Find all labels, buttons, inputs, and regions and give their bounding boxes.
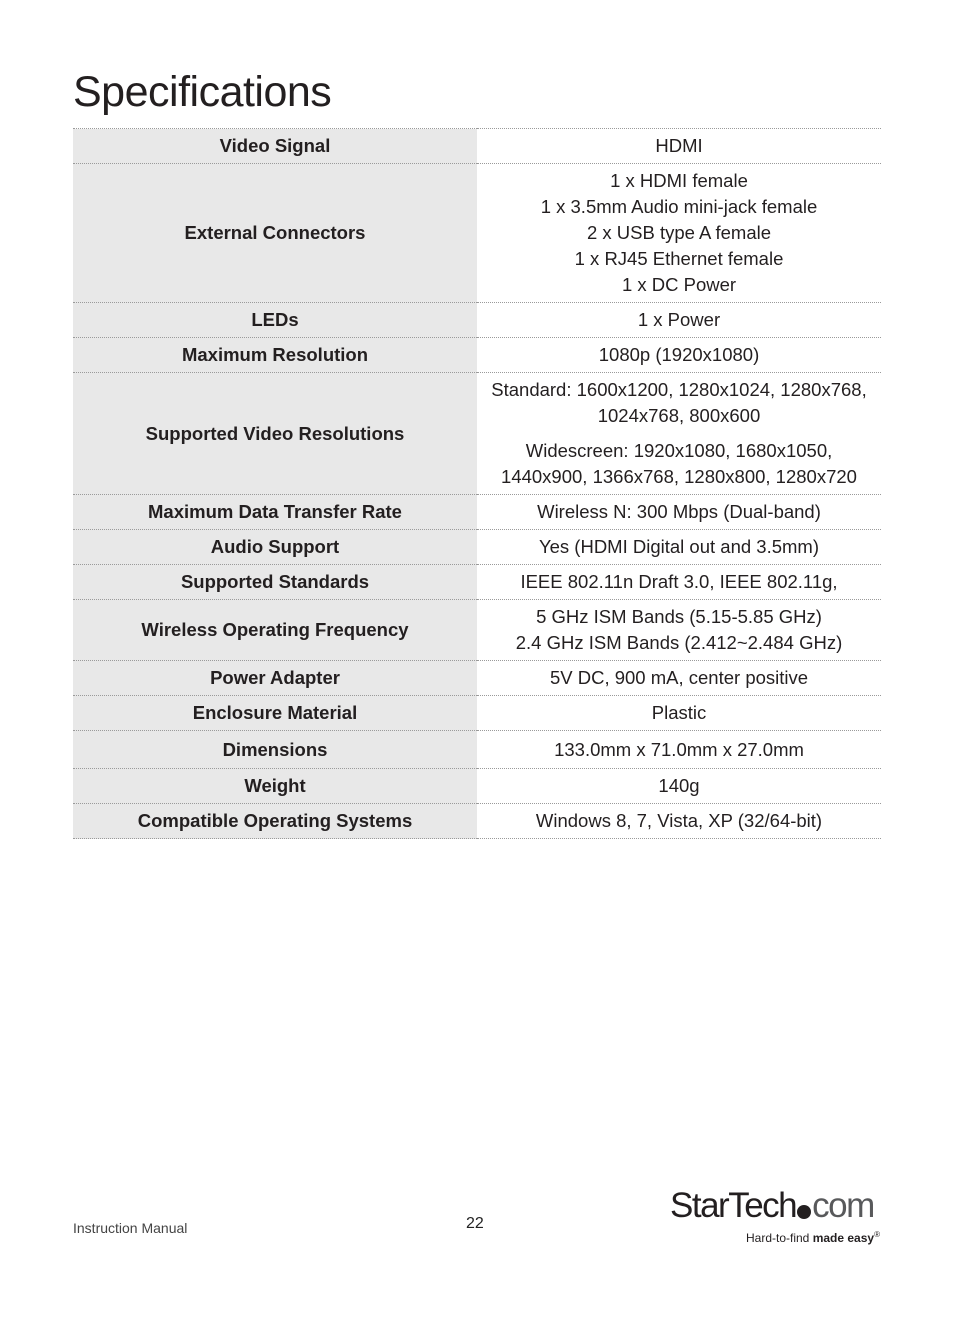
table-row bbox=[73, 338, 881, 373]
spec-label: LEDs bbox=[73, 303, 477, 338]
spec-value-text: Wireless N: 300 Mbps (Dual-band) bbox=[537, 501, 821, 522]
logo-tagline-start: Hard-to-find bbox=[746, 1231, 813, 1245]
spec-label: Enclosure Material bbox=[73, 696, 477, 731]
table-row bbox=[73, 731, 881, 769]
table-row bbox=[73, 804, 881, 839]
spec-value-text: Standard: 1600x1200, 1280x1024, 1280x768, 1024x768, 800x600 bbox=[491, 379, 867, 426]
spec-label: Compatible Operating Systems bbox=[73, 804, 477, 839]
spec-value-text: 1080p (1920x1080) bbox=[598, 344, 760, 365]
spec-value bbox=[477, 164, 881, 303]
spec-value bbox=[477, 769, 881, 804]
table-row bbox=[73, 129, 881, 164]
table-row bbox=[73, 769, 881, 804]
startech-logo bbox=[670, 1186, 882, 1250]
spec-value bbox=[477, 600, 881, 661]
table-row bbox=[73, 495, 881, 530]
logo-domain-text: com bbox=[812, 1186, 874, 1225]
spec-label: Power Adapter bbox=[73, 661, 477, 696]
spec-value-text: 133.0mm x 71.0mm x 27.0mm bbox=[554, 738, 804, 760]
spec-value bbox=[477, 565, 881, 600]
logo-tagline-emphasis: made easy bbox=[812, 1231, 875, 1245]
logo-dot-icon bbox=[797, 1205, 811, 1219]
spec-value-text: 1 x Power bbox=[637, 309, 721, 330]
registered-mark: ® bbox=[874, 1230, 880, 1239]
spec-value-text: 5V DC, 900 mA, center positive bbox=[549, 667, 809, 688]
spec-value-text: Yes (HDMI Digital out and 3.5mm) bbox=[538, 536, 819, 557]
spec-value-text: 5 GHz ISM Bands (5.15-5.85 GHz) 2.4 GHz ISM Bands (2.412~2.484 GHz) bbox=[515, 606, 843, 653]
spec-value bbox=[477, 696, 881, 731]
spec-value bbox=[477, 804, 881, 839]
spec-value bbox=[477, 495, 881, 530]
spec-label: Maximum Resolution bbox=[73, 338, 477, 373]
spec-label: Dimensions bbox=[73, 731, 477, 769]
table-row bbox=[73, 373, 881, 495]
spec-value-text: Windows 8, 7, Vista, XP (32/64-bit) bbox=[535, 810, 823, 831]
spec-label: External Connectors bbox=[73, 164, 477, 303]
spec-label: Maximum Data Transfer Rate bbox=[73, 495, 477, 530]
spec-value bbox=[477, 661, 881, 696]
spec-label: Weight bbox=[73, 769, 477, 804]
logo-tagline bbox=[746, 1230, 880, 1245]
footer-manual-label: Instruction Manual bbox=[73, 1220, 188, 1236]
spec-value bbox=[477, 530, 881, 565]
table-row bbox=[73, 303, 881, 338]
table-row bbox=[73, 565, 881, 600]
logo-wordmark bbox=[670, 1186, 874, 1226]
page-number: 22 bbox=[466, 1215, 484, 1232]
spec-label: Supported Video Resolutions bbox=[73, 373, 477, 495]
specifications-table bbox=[73, 128, 881, 839]
spec-label: Video Signal bbox=[73, 129, 477, 164]
spec-value bbox=[477, 129, 881, 164]
spec-value-text: 140g bbox=[658, 775, 700, 796]
page-title: Specifications bbox=[73, 68, 332, 116]
spec-value-text: Widescreen: 1920x1080, 1680x1050, 1440x900, 1366x768, 1280x800, 1280x720 bbox=[501, 440, 857, 487]
table-row bbox=[73, 696, 881, 731]
spec-value bbox=[477, 338, 881, 373]
table-row bbox=[73, 164, 881, 303]
spec-value bbox=[477, 731, 881, 769]
spec-value bbox=[477, 303, 881, 338]
spec-value-text: IEEE 802.11n Draft 3.0, IEEE 802.11g, bbox=[520, 571, 838, 592]
table-row bbox=[73, 661, 881, 696]
spec-value-text: Plastic bbox=[651, 702, 707, 723]
spec-value-text: HDMI bbox=[655, 135, 703, 156]
spec-label: Audio Support bbox=[73, 530, 477, 565]
spec-label: Supported Standards bbox=[73, 565, 477, 600]
spec-label: Wireless Operating Frequency bbox=[73, 600, 477, 661]
logo-brand-text: StarTech bbox=[670, 1186, 797, 1225]
spec-value bbox=[477, 373, 881, 495]
table-row bbox=[73, 530, 881, 565]
spec-value-text: 1 x HDMI female 1 x 3.5mm Audio mini-jack female 2 x USB type A female 1 x RJ45 Ethernet female 1 x DC Power bbox=[540, 170, 818, 295]
table-row bbox=[73, 600, 881, 661]
